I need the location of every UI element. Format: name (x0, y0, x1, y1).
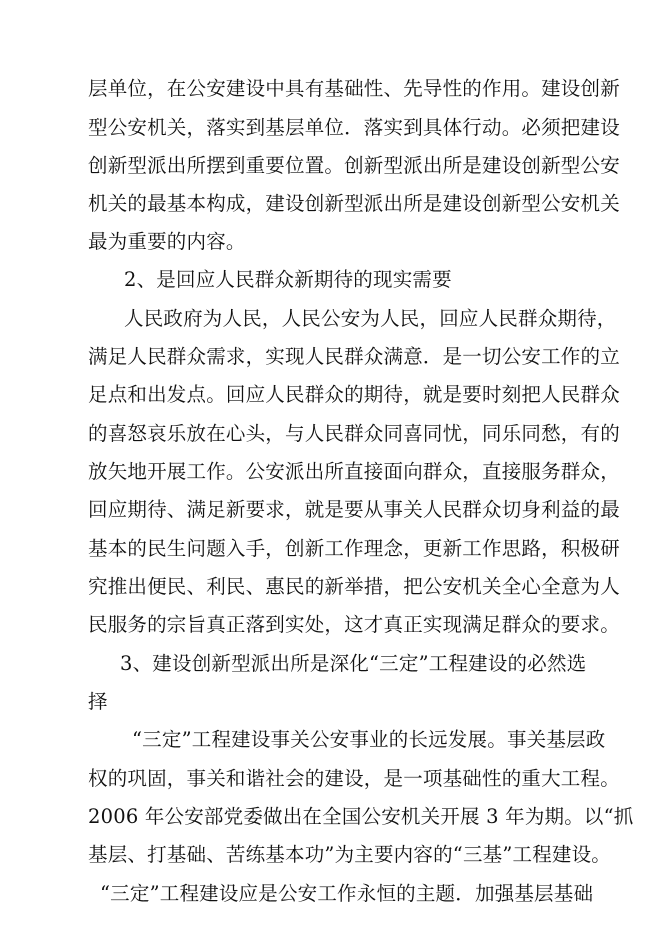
text-line: 民服务的宗旨真正落到实处，这才真正实现满足群众的要求。 (88, 613, 620, 636)
text-line: 2006 年公安部党委做出在全国公安机关开展 3 年为期。以“抓 (88, 805, 634, 828)
text-line: 基层、打基础、苦练基本功”为主要内容的“三基”工程建设。 (88, 843, 612, 866)
section-heading: 3、建设创新型派出所是深化“三定”工程建设的必然选 (120, 652, 587, 675)
text-line: 回应期待、满足新要求，就是要从事关人民群众切身利益的最 (88, 498, 620, 521)
text-line: 放矢地开展工作。公安派出所直接面向群众，直接服务群众， (88, 460, 620, 483)
section-heading-continued: 择 (88, 690, 108, 713)
text-line: 最为重要的内容。 (88, 230, 246, 253)
text-line: 型公安机关，落实到基层单位．落实到具体行动。必须把建设 (88, 116, 620, 139)
text-line: 的喜怒哀乐放在心头，与人民群众同喜同忧，同乐同愁，有的 (88, 422, 620, 445)
text-line: 机关的最基本构成，建设创新型派出所是建设创新型公安机关 (88, 192, 620, 215)
text-line: 人民政府为人民，人民公安为人民，回应人民群众期待， (124, 307, 617, 330)
text-line: 权的巩固，事关和谐社会的建设，是一项基础性的重大工程。 (88, 767, 620, 790)
text-line: 基本的民生问题入手，创新工作理念，更新工作思路，积极研 (88, 537, 620, 560)
text-line: “三定”工程建设事关公安事业的长远发展。事关基层政 (132, 728, 606, 751)
section-heading: 2、是回应人民群众新期待的现实需要 (124, 268, 452, 291)
text-line: 满足人民群众需求，实现人民群众满意．是一切公安工作的立 (88, 345, 620, 368)
text-line: 层单位，在公安建设中具有基础性、先导性的作用。建设创新 (88, 77, 620, 100)
text-line: 创新型派出所摆到重要位置。创新型派出所是建设创新型公安 (88, 154, 620, 177)
text-line: 究推出便民、利民、惠民的新举措，把公安机关全心全意为人 (88, 575, 620, 598)
text-line: “三定”工程建设应是公安工作永恒的主题．加强基层基础 (100, 882, 594, 905)
text-line: 足点和出发点。回应人民群众的期待，就是要时刻把人民群众 (88, 383, 620, 406)
